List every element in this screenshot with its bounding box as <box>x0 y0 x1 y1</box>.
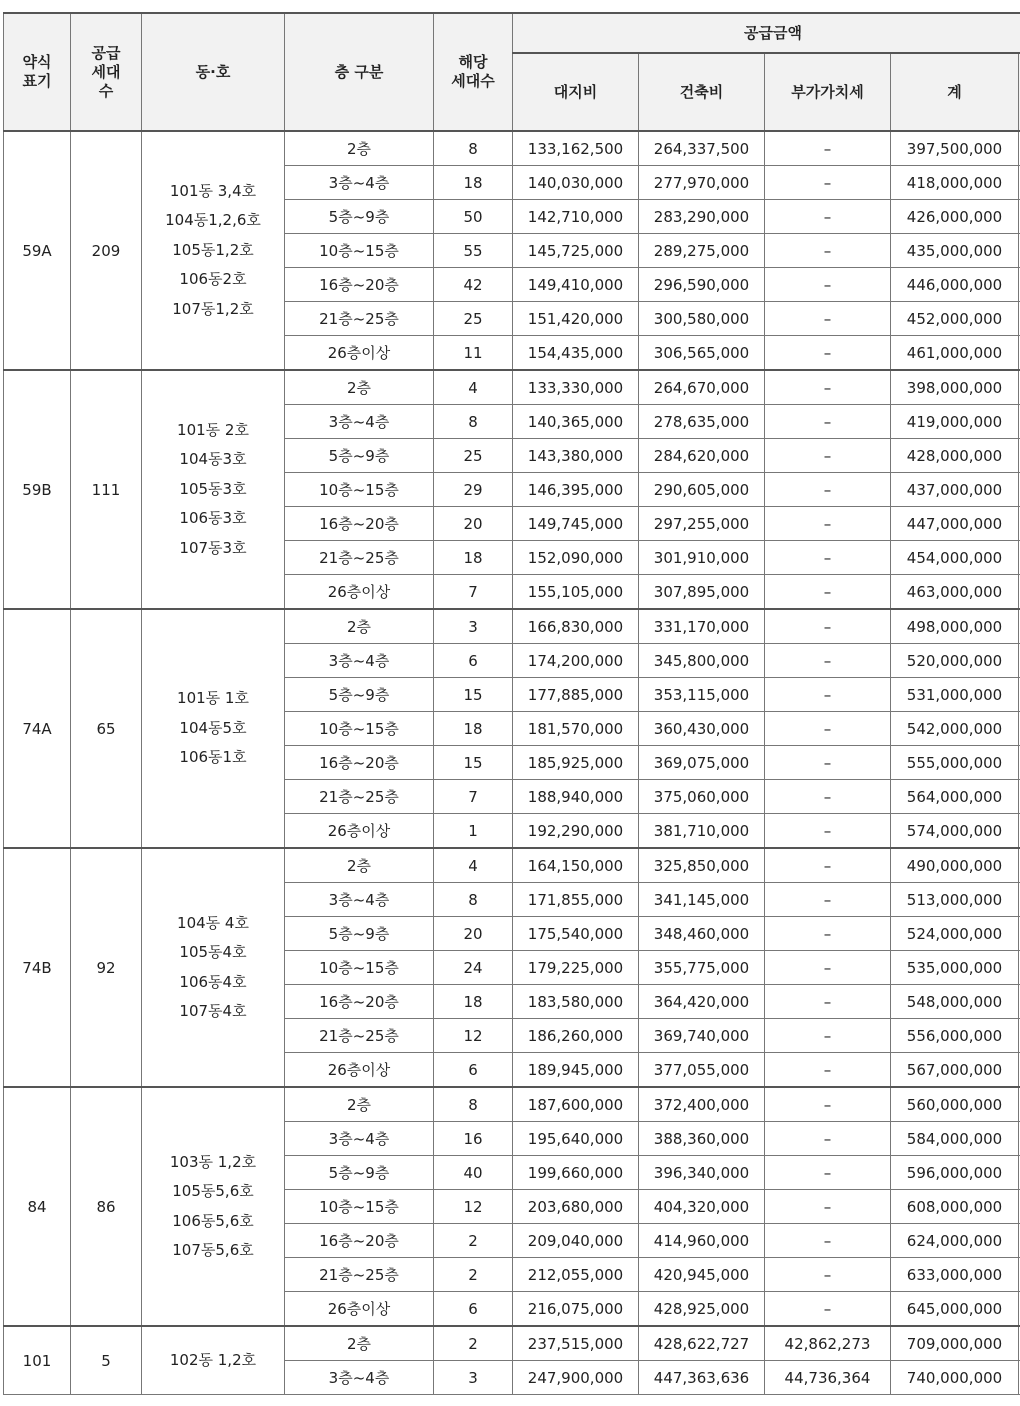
land-cell: 175,540,000 <box>513 917 639 951</box>
units-cell: 40 <box>434 1156 513 1190</box>
table-row <box>4 609 1020 644</box>
floor-cell: 21층~25층 <box>285 1019 434 1053</box>
dongho-cell <box>142 848 285 1087</box>
building-cell: 277,970,000 <box>639 166 765 200</box>
vat-cell: – <box>765 575 891 610</box>
table-header <box>4 13 1020 131</box>
dongho-cell <box>142 609 285 848</box>
dongho-line: 103동 1,2호 <box>169 1152 257 1171</box>
header-building-unit: 동·호 <box>142 13 285 131</box>
building-cell: 375,060,000 <box>639 780 765 814</box>
floor-cell: 21층~25층 <box>285 302 434 336</box>
dongho-line: 107동3호 <box>179 538 247 557</box>
land-cell: 199,660,000 <box>513 1156 639 1190</box>
vat-cell: – <box>765 985 891 1019</box>
floor-cell: 26층이상 <box>285 336 434 371</box>
floor-cell: 10층~15층 <box>285 473 434 507</box>
floor-cell: 10층~15층 <box>285 951 434 985</box>
vat-cell: 44,736,364 <box>765 1361 891 1395</box>
land-cell: 140,365,000 <box>513 405 639 439</box>
units-cell: 24 <box>434 951 513 985</box>
floor-cell: 10층~15층 <box>285 1190 434 1224</box>
total-cell: 437,000,000 <box>891 473 1019 507</box>
vat-cell: – <box>765 234 891 268</box>
total-cell: 542,000,000 <box>891 712 1019 746</box>
floor-cell: 3층~4층 <box>285 644 434 678</box>
floor-cell: 5층~9층 <box>285 439 434 473</box>
vat-cell: – <box>765 609 891 644</box>
dongho-cell <box>142 131 285 370</box>
building-cell: 264,670,000 <box>639 370 765 405</box>
header-supply-price: 공급금액 <box>513 13 1020 53</box>
total-cell: 520,000,000 <box>891 644 1019 678</box>
vat-cell: – <box>765 746 891 780</box>
total-cell: 419,000,000 <box>891 405 1019 439</box>
land-cell: 164,150,000 <box>513 848 639 883</box>
vat-cell: – <box>765 1019 891 1053</box>
units-cell: 8 <box>434 405 513 439</box>
units-cell: 42 <box>434 268 513 302</box>
total-cell: 645,000,000 <box>891 1292 1019 1327</box>
floor-cell: 3층~4층 <box>285 1122 434 1156</box>
land-cell: 142,710,000 <box>513 200 639 234</box>
building-cell: 447,363,636 <box>639 1361 765 1395</box>
dongho-line: 106동5,6호 <box>172 1211 254 1230</box>
units-cell: 25 <box>434 302 513 336</box>
floor-cell: 16층~20층 <box>285 985 434 1019</box>
header-building: 건축비 <box>639 53 765 131</box>
building-cell: 372,400,000 <box>639 1087 765 1122</box>
header-vat: 부가가치세 <box>765 53 891 131</box>
units-cell: 16 <box>434 1122 513 1156</box>
dongho-cell <box>142 370 285 609</box>
land-cell: 192,290,000 <box>513 814 639 849</box>
building-cell: 404,320,000 <box>639 1190 765 1224</box>
supply-units-cell: 86 <box>71 1087 142 1326</box>
total-cell: 584,000,000 <box>891 1122 1019 1156</box>
land-cell: 186,260,000 <box>513 1019 639 1053</box>
dongho-line: 102동 1,2호 <box>169 1350 257 1369</box>
land-cell: 166,830,000 <box>513 609 639 644</box>
units-cell: 18 <box>434 985 513 1019</box>
units-cell: 8 <box>434 131 513 166</box>
dongho-cell <box>142 1087 285 1326</box>
building-cell: 377,055,000 <box>639 1053 765 1088</box>
table-row <box>4 131 1020 166</box>
units-cell: 18 <box>434 541 513 575</box>
total-cell: 624,000,000 <box>891 1224 1019 1258</box>
vat-cell: – <box>765 883 891 917</box>
building-cell: 414,960,000 <box>639 1224 765 1258</box>
building-cell: 388,360,000 <box>639 1122 765 1156</box>
building-cell: 420,945,000 <box>639 1258 765 1292</box>
table-row <box>4 1087 1020 1122</box>
header-land: 대지비 <box>513 53 639 131</box>
land-cell: 247,900,000 <box>513 1361 639 1395</box>
land-cell: 188,940,000 <box>513 780 639 814</box>
dongho-cell <box>142 1326 285 1395</box>
floor-cell: 3층~4층 <box>285 405 434 439</box>
land-cell: 195,640,000 <box>513 1122 639 1156</box>
units-cell: 12 <box>434 1019 513 1053</box>
total-cell: 498,000,000 <box>891 609 1019 644</box>
land-cell: 212,055,000 <box>513 1258 639 1292</box>
land-cell: 174,200,000 <box>513 644 639 678</box>
vat-cell: – <box>765 1156 891 1190</box>
floor-cell: 21층~25층 <box>285 780 434 814</box>
header-total: 계 <box>891 53 1019 131</box>
land-cell: 179,225,000 <box>513 951 639 985</box>
table-row <box>4 848 1020 883</box>
vat-cell: – <box>765 370 891 405</box>
dongho-line: 104동5호 <box>179 718 247 737</box>
vat-cell: – <box>765 1122 891 1156</box>
floor-cell: 26층이상 <box>285 1292 434 1327</box>
total-cell: 513,000,000 <box>891 883 1019 917</box>
land-cell: 216,075,000 <box>513 1292 639 1327</box>
total-cell: 560,000,000 <box>891 1087 1019 1122</box>
units-cell: 3 <box>434 609 513 644</box>
header-floor: 층 구분 <box>285 13 434 131</box>
land-cell: 209,040,000 <box>513 1224 639 1258</box>
building-cell: 381,710,000 <box>639 814 765 849</box>
vat-cell: – <box>765 1258 891 1292</box>
building-cell: 353,115,000 <box>639 678 765 712</box>
vat-cell: – <box>765 541 891 575</box>
building-cell: 396,340,000 <box>639 1156 765 1190</box>
floor-cell: 2층 <box>285 1087 434 1122</box>
vat-cell: – <box>765 951 891 985</box>
building-cell: 289,275,000 <box>639 234 765 268</box>
total-cell: 556,000,000 <box>891 1019 1019 1053</box>
dongho-line: 106동2호 <box>179 270 247 289</box>
total-cell: 418,000,000 <box>891 166 1019 200</box>
total-cell: 398,000,000 <box>891 370 1019 405</box>
building-cell: 325,850,000 <box>639 848 765 883</box>
building-cell: 348,460,000 <box>639 917 765 951</box>
land-cell: 151,420,000 <box>513 302 639 336</box>
type-cell: 59B <box>4 370 71 609</box>
header-supply-units: 공급 세대 수 <box>71 13 142 131</box>
total-cell: 490,000,000 <box>891 848 1019 883</box>
land-cell: 149,410,000 <box>513 268 639 302</box>
units-cell: 2 <box>434 1326 513 1361</box>
dongho-line: 104동 4호 <box>177 913 249 932</box>
building-cell: 369,075,000 <box>639 746 765 780</box>
header-type: 약식 표기 <box>4 13 71 131</box>
dongho-line: 104동1,2,6호 <box>165 211 261 230</box>
vat-cell: – <box>765 712 891 746</box>
units-cell: 15 <box>434 746 513 780</box>
type-cell: 59A <box>4 131 71 370</box>
floor-cell: 16층~20층 <box>285 268 434 302</box>
units-cell: 50 <box>434 200 513 234</box>
dongho-line: 107동5,6호 <box>172 1241 254 1259</box>
building-cell: 345,800,000 <box>639 644 765 678</box>
floor-cell: 2층 <box>285 370 434 405</box>
vat-cell: – <box>765 507 891 541</box>
land-cell: 187,600,000 <box>513 1087 639 1122</box>
building-cell: 301,910,000 <box>639 541 765 575</box>
total-cell: 564,000,000 <box>891 780 1019 814</box>
building-cell: 283,290,000 <box>639 200 765 234</box>
total-cell: 531,000,000 <box>891 678 1019 712</box>
units-cell: 18 <box>434 712 513 746</box>
floor-cell: 21층~25층 <box>285 541 434 575</box>
total-cell: 596,000,000 <box>891 1156 1019 1190</box>
building-cell: 300,580,000 <box>639 302 765 336</box>
vat-cell: – <box>765 131 891 166</box>
land-cell: 181,570,000 <box>513 712 639 746</box>
type-cell: 74B <box>4 848 71 1087</box>
total-cell: 555,000,000 <box>891 746 1019 780</box>
dongho-line: 107동1,2호 <box>172 299 254 318</box>
building-cell: 307,895,000 <box>639 575 765 610</box>
supply-units-cell: 65 <box>71 609 142 848</box>
vat-cell: – <box>765 166 891 200</box>
header-units: 해당 세대수 <box>434 13 513 131</box>
floor-cell: 2층 <box>285 1326 434 1361</box>
vat-cell: – <box>765 780 891 814</box>
land-cell: 140,030,000 <box>513 166 639 200</box>
vat-cell: – <box>765 678 891 712</box>
land-cell: 149,745,000 <box>513 507 639 541</box>
supply-units-cell: 5 <box>71 1326 142 1395</box>
units-cell: 6 <box>434 1292 513 1327</box>
vat-cell: – <box>765 1224 891 1258</box>
floor-cell: 26층이상 <box>285 575 434 610</box>
land-cell: 133,162,500 <box>513 131 639 166</box>
building-cell: 264,337,500 <box>639 131 765 166</box>
floor-cell: 10층~15층 <box>285 234 434 268</box>
units-cell: 8 <box>434 883 513 917</box>
land-cell: 185,925,000 <box>513 746 639 780</box>
building-cell: 364,420,000 <box>639 985 765 1019</box>
building-cell: 306,565,000 <box>639 336 765 371</box>
units-cell: 3 <box>434 1361 513 1395</box>
land-cell: 133,330,000 <box>513 370 639 405</box>
floor-cell: 2층 <box>285 131 434 166</box>
type-cell: 84 <box>4 1087 71 1326</box>
units-cell: 20 <box>434 917 513 951</box>
vat-cell: – <box>765 200 891 234</box>
table-row <box>4 370 1020 405</box>
type-cell: 101 <box>4 1326 71 1395</box>
supply-price-table <box>3 12 1020 1395</box>
vat-cell: – <box>765 1087 891 1122</box>
total-cell: 548,000,000 <box>891 985 1019 1019</box>
dongho-line: 105동5,6호 <box>172 1182 254 1200</box>
land-cell: 183,580,000 <box>513 985 639 1019</box>
vat-cell: – <box>765 336 891 371</box>
land-cell: 154,435,000 <box>513 336 639 371</box>
vat-cell: – <box>765 1190 891 1224</box>
land-cell: 143,380,000 <box>513 439 639 473</box>
total-cell: 446,000,000 <box>891 268 1019 302</box>
floor-cell: 5층~9층 <box>285 678 434 712</box>
total-cell: 524,000,000 <box>891 917 1019 951</box>
floor-cell: 2층 <box>285 609 434 644</box>
total-cell: 426,000,000 <box>891 200 1019 234</box>
building-cell: 331,170,000 <box>639 609 765 644</box>
table-row <box>4 1326 1020 1361</box>
dongho-line: 106동3호 <box>179 509 247 528</box>
vat-cell: – <box>765 848 891 883</box>
units-cell: 25 <box>434 439 513 473</box>
floor-cell: 3층~4층 <box>285 166 434 200</box>
floor-cell: 5층~9층 <box>285 1156 434 1190</box>
type-cell: 74A <box>4 609 71 848</box>
building-cell: 355,775,000 <box>639 951 765 985</box>
total-cell: 567,000,000 <box>891 1053 1019 1088</box>
building-cell: 428,925,000 <box>639 1292 765 1327</box>
units-cell: 2 <box>434 1258 513 1292</box>
building-cell: 296,590,000 <box>639 268 765 302</box>
total-cell: 454,000,000 <box>891 541 1019 575</box>
units-cell: 4 <box>434 848 513 883</box>
units-cell: 7 <box>434 780 513 814</box>
units-cell: 11 <box>434 336 513 371</box>
dongho-line: 101동 3,4호 <box>169 181 257 200</box>
total-cell: 428,000,000 <box>891 439 1019 473</box>
total-cell: 633,000,000 <box>891 1258 1019 1292</box>
units-cell: 55 <box>434 234 513 268</box>
units-cell: 2 <box>434 1224 513 1258</box>
building-cell: 297,255,000 <box>639 507 765 541</box>
building-cell: 278,635,000 <box>639 405 765 439</box>
building-cell: 284,620,000 <box>639 439 765 473</box>
dongho-line: 104동3호 <box>179 450 247 469</box>
total-cell: 740,000,000 <box>891 1361 1019 1395</box>
land-cell: 177,885,000 <box>513 678 639 712</box>
total-cell: 452,000,000 <box>891 302 1019 336</box>
units-cell: 7 <box>434 575 513 610</box>
dongho-line: 101동 2호 <box>177 420 249 439</box>
vat-cell: – <box>765 302 891 336</box>
building-cell: 369,740,000 <box>639 1019 765 1053</box>
floor-cell: 5층~9층 <box>285 200 434 234</box>
dongho-line: 105동3호 <box>179 479 247 498</box>
vat-cell: 42,862,273 <box>765 1326 891 1361</box>
total-cell: 608,000,000 <box>891 1190 1019 1224</box>
total-cell: 574,000,000 <box>891 814 1019 849</box>
dongho-line: 105동1,2호 <box>172 240 254 259</box>
total-cell: 447,000,000 <box>891 507 1019 541</box>
floor-cell: 10층~15층 <box>285 712 434 746</box>
vat-cell: – <box>765 1053 891 1088</box>
table-body <box>4 131 1020 1395</box>
dongho-line: 101동 1호 <box>177 689 249 708</box>
vat-cell: – <box>765 405 891 439</box>
floor-cell: 2층 <box>285 848 434 883</box>
land-cell: 171,855,000 <box>513 883 639 917</box>
floor-cell: 5층~9층 <box>285 917 434 951</box>
land-cell: 145,725,000 <box>513 234 639 268</box>
vat-cell: – <box>765 439 891 473</box>
total-cell: 463,000,000 <box>891 575 1019 610</box>
floor-cell: 21층~25층 <box>285 1258 434 1292</box>
vat-cell: – <box>765 1292 891 1327</box>
land-cell: 189,945,000 <box>513 1053 639 1088</box>
land-cell: 152,090,000 <box>513 541 639 575</box>
land-cell: 155,105,000 <box>513 575 639 610</box>
supply-units-cell: 209 <box>71 131 142 370</box>
dongho-line: 106동4호 <box>179 972 247 991</box>
units-cell: 15 <box>434 678 513 712</box>
floor-cell: 3층~4층 <box>285 1361 434 1395</box>
units-cell: 1 <box>434 814 513 849</box>
vat-cell: – <box>765 644 891 678</box>
units-cell: 4 <box>434 370 513 405</box>
land-cell: 237,515,000 <box>513 1326 639 1361</box>
units-cell: 6 <box>434 644 513 678</box>
floor-cell: 3층~4층 <box>285 883 434 917</box>
units-cell: 20 <box>434 507 513 541</box>
floor-cell: 26층이상 <box>285 814 434 849</box>
units-cell: 8 <box>434 1087 513 1122</box>
vat-cell: – <box>765 814 891 849</box>
total-cell: 397,500,000 <box>891 131 1019 166</box>
building-cell: 360,430,000 <box>639 712 765 746</box>
units-cell: 6 <box>434 1053 513 1088</box>
units-cell: 12 <box>434 1190 513 1224</box>
vat-cell: – <box>765 917 891 951</box>
total-cell: 535,000,000 <box>891 951 1019 985</box>
dongho-line: 107동4호 <box>179 1002 247 1020</box>
total-cell: 461,000,000 <box>891 336 1019 371</box>
supply-units-cell: 92 <box>71 848 142 1087</box>
dongho-line: 106동1호 <box>179 748 247 767</box>
floor-cell: 16층~20층 <box>285 507 434 541</box>
building-cell: 290,605,000 <box>639 473 765 507</box>
building-cell: 341,145,000 <box>639 883 765 917</box>
vat-cell: – <box>765 268 891 302</box>
floor-cell: 16층~20층 <box>285 746 434 780</box>
land-cell: 146,395,000 <box>513 473 639 507</box>
vat-cell: – <box>765 473 891 507</box>
units-cell: 29 <box>434 473 513 507</box>
supply-units-cell: 111 <box>71 370 142 609</box>
land-cell: 203,680,000 <box>513 1190 639 1224</box>
units-cell: 18 <box>434 166 513 200</box>
building-cell: 428,622,727 <box>639 1326 765 1361</box>
total-cell: 435,000,000 <box>891 234 1019 268</box>
floor-cell: 26층이상 <box>285 1053 434 1088</box>
dongho-line: 105동4호 <box>179 943 247 961</box>
total-cell: 709,000,000 <box>891 1326 1019 1361</box>
floor-cell: 16층~20층 <box>285 1224 434 1258</box>
